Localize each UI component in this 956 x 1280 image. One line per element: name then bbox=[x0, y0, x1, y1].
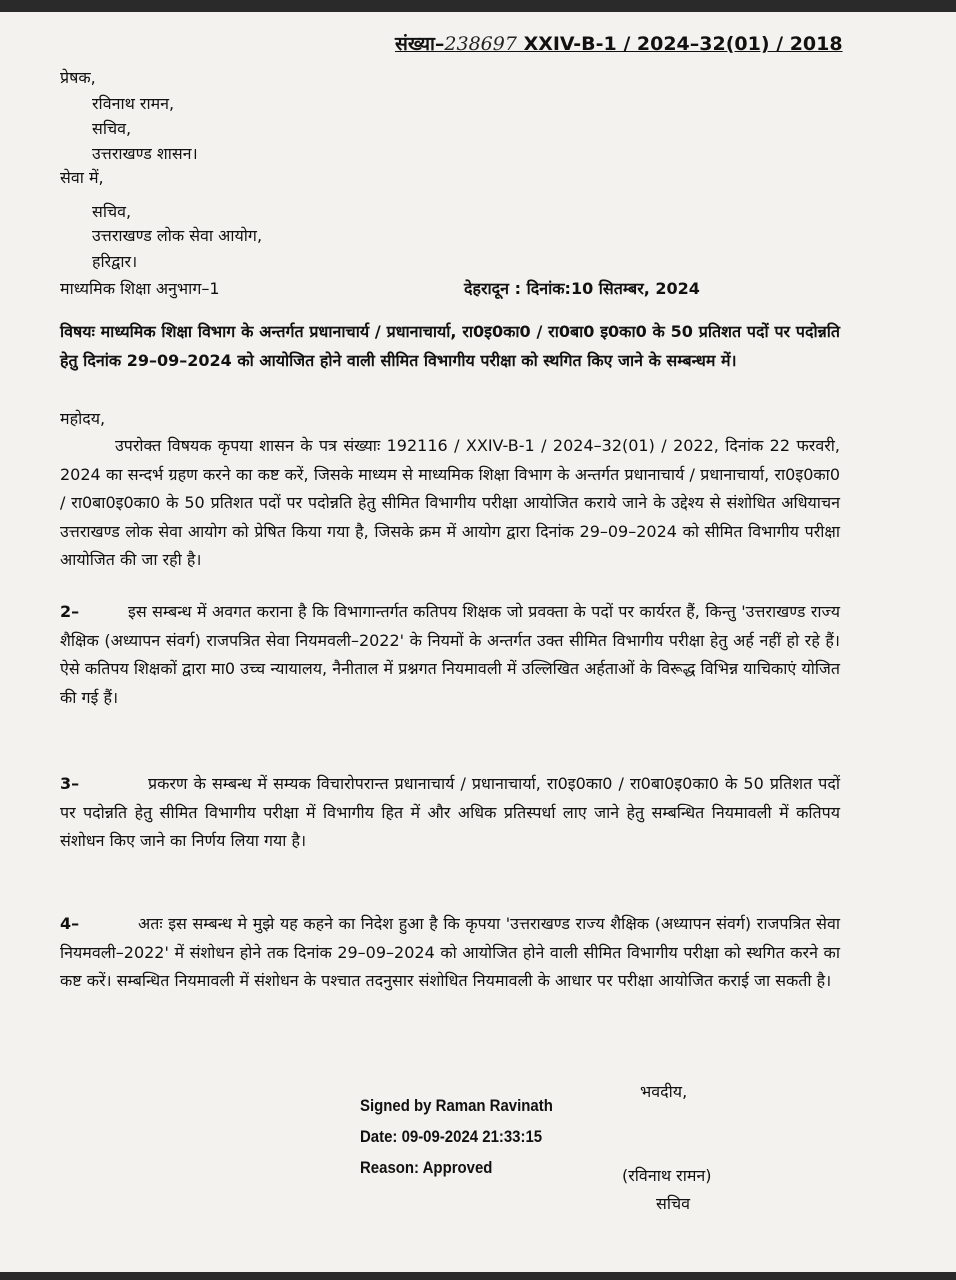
closing-yours: भवदीय, bbox=[640, 1082, 688, 1101]
recipient-label: सेवा में, bbox=[60, 168, 104, 187]
paragraph-2 bbox=[60, 598, 840, 712]
paragraph-3-text: प्रकरण के सम्बन्ध में सम्यक विचारोपरान्त प्रधानाचार्य / प्रधानाचार्या, रा0इ0का0 / रा0बा0इ0का0 के 50 प्रतिशत पदों पर पदोन्नति हेतु सीमित विभागीय परीक्षा में विभागीय हित में और अधिक प्रतिस्पर्धा लाए जाने हेतु सम्बन्धित नियमावली में कतिपय संशोधन किए जाने का निर्णय लिया गया है। bbox=[60, 774, 840, 850]
photo-top-edge bbox=[0, 0, 956, 12]
recipient-designation: सचिव, bbox=[92, 202, 132, 221]
paragraph-4-number: 4– bbox=[60, 914, 80, 933]
paragraph-4-text: अतः इस सम्बन्ध मे मुझे यह कहने का निदेश हुआ है कि कृपया 'उत्तराखण्ड राज्य शैक्षिक (अध्यापन संवर्ग) राजपत्रित सेवा नियमवली–2022' में संशोधन होने तक दिनांक 29–09–2024 को आयोजित होने वाली सीमित विभागीय परीक्षा को स्थगित करने का कष्ट करें। सम्बन्धित नियमावली में संशोधन के पश्चात तदनुसार संशोधित नियमावली के आधार पर परीक्षा आयोजित कराई जा सकती है। bbox=[60, 914, 840, 990]
paragraph-1 bbox=[60, 432, 840, 575]
sender-office: उत्तराखण्ड शासन। bbox=[92, 144, 198, 163]
signed-by: Signed by Raman Ravinath bbox=[360, 1096, 553, 1115]
signatory-name: (रविनाथ रामन) bbox=[622, 1166, 712, 1185]
reference-suffix: XXIV-B-1 / 2024–32(01) / 2018 bbox=[523, 33, 843, 55]
paragraph-1-text: उपरोक्त विषयक कृपया शासन के पत्र संख्याः 192116 / XXIV-B-1 / 2024–32(01) / 2022, दिनांक 22 फरवरी, 2024 का सन्दर्भ ग्रहण करने का कष्ट करें, जिसके माध्यम से माध्यमिक शिक्षा विभाग के अन्तर्गत प्रधानाचार्य / प्रधानाचार्या, रा0इ0का0 / रा0बा0इ0का0 के 50 प्रतिशत पदों पर पदोन्नति हेतु सीमित विभागीय परीक्षा आयोजित कराये जाने के उद्देश्य से संशोधित अधियाचन उत्तराखण्ड लोक सेवा आयोग को प्रेषित किया गया है, जिसके क्रम में आयोग द्वारा दिनांक 29–09–2024 को सीमित विभागीय परीक्षा आयोजित की जा रही है। bbox=[60, 436, 840, 569]
sender-designation: सचिव, bbox=[92, 119, 132, 138]
sender-name: रविनाथ रामन, bbox=[92, 94, 175, 113]
place-date: देहरादून : दिनांक:10 सितम्बर, 2024 bbox=[464, 279, 700, 298]
salutation: महोदय, bbox=[60, 409, 106, 428]
sender-label: प्रेषक, bbox=[60, 68, 96, 87]
digital-signature-block bbox=[360, 1090, 620, 1183]
paragraph-2-number: 2– bbox=[60, 602, 80, 621]
signature-date: Date: 09-09-2024 21:33:15 bbox=[360, 1127, 543, 1146]
section-name: माध्यमिक शिक्षा अनुभाग–1 bbox=[60, 279, 220, 298]
paragraph-2-text: इस सम्बन्ध में अवगत कराना है कि विभागान्तर्गत कतिपय शिक्षक जो प्रवक्ता के पदों पर कार्यरत हैं, किन्तु 'उत्तराखण्ड राज्य शैक्षिक (अध्यापन संवर्ग) राजपत्रित सेवा नियमवली–2022' के नियमों के अन्तर्गत उक्त सीमित विभागीय परीक्षा हेतु अर्ह नहीं हो रहे हैं। ऐसे कतिपय शिक्षकों द्वारा मा0 उच्च न्यायालय, नैनीताल में प्रश्नगत नियमावली में उल्लिखित अर्हताओं के विरूद्ध विभिन्न याचिकाएं योजित की गई हैं। bbox=[60, 602, 840, 707]
recipient-office: उत्तराखण्ड लोक सेवा आयोग, bbox=[92, 226, 263, 245]
reference-handwritten-number: 238697 bbox=[444, 33, 517, 55]
recipient-place: हरिद्वार। bbox=[92, 252, 138, 271]
reference-number bbox=[395, 30, 843, 56]
signature-reason: Reason: Approved bbox=[360, 1158, 493, 1177]
reference-prefix: संख्या– bbox=[395, 33, 445, 55]
photo-bottom-edge bbox=[0, 1272, 956, 1280]
paragraph-3-number: 3– bbox=[60, 774, 80, 793]
signatory-designation: सचिव bbox=[656, 1194, 691, 1213]
paragraph-4 bbox=[60, 910, 840, 996]
subject: विषयः माध्यमिक शिक्षा विभाग के अन्तर्गत प्रधानाचार्य / प्रधानाचार्या, रा0इ0का0 / रा0बा0 इ0का0 के 50 प्रतिशत पदों पर पदोन्नति हेतु दिनांक 29–09–2024 को आयोजित होने वाली सीमित विभागीय परीक्षा को स्थगित किए जाने के सम्बन्धम में। bbox=[60, 322, 840, 370]
paragraph-3 bbox=[60, 770, 840, 856]
